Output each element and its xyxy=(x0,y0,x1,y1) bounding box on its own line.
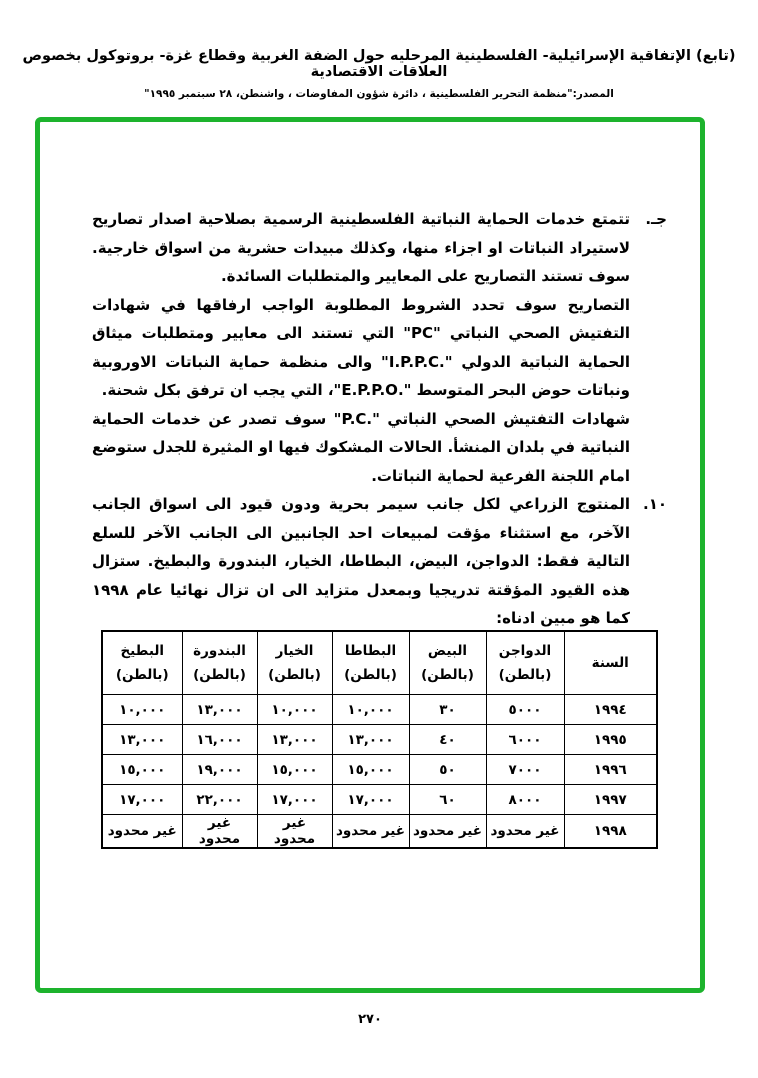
table-cell: غير محدود xyxy=(257,815,332,849)
clause-c-text: تتمتع خدمات الحماية النباتية الفلسطينية الرسمية بصلاحية اصدار تصاريح لاستيراد النباتات او اجزاء منها، وكذلك مبيدات حشرية من اسواق خارجية. سوف تستند التصاريح على المعايير والمتطلبات السائدة. xyxy=(92,210,630,285)
paragraph-certificates xyxy=(92,405,667,491)
paragraph-permits-text: التصاريح سوف تحدد الشروط المطلوبة الواجب ارفاقها في شهادات التفتيش الصحي النباتي "PC" التي تستند الى معايير ومتطلبات ميثاق الحماية النباتية الدولي ".I.P.P.C" والى منظمة حماية النباتات الاوروبية ونباتات حوض البحر المتوسط ".E.P.P.O"، التي يجب ان ترفق بكل شحنة. xyxy=(92,295,630,399)
table-cell: ١٩,٠٠٠ xyxy=(182,755,257,785)
page-header-source: المصدر:"منظمة التحرير الفلسطينية ، دائرة شؤون المفاوضات ، واشنطن، ٢٨ سبتمبر ١٩٩٥" xyxy=(144,88,614,100)
table-cell: ١٩٩٧ xyxy=(564,785,657,815)
table-header-cell: البطيخ (بالطن) xyxy=(102,631,182,695)
table-row xyxy=(102,695,657,725)
table-row xyxy=(102,815,657,849)
clause-c-marker: جـ. xyxy=(645,210,667,228)
table-cell: ٦٠ xyxy=(409,785,486,815)
table-header-cell: البيض (بالطن) xyxy=(409,631,486,695)
table-cell: ١٩٩٥ xyxy=(564,725,657,755)
table-cell: ٥٠ xyxy=(409,755,486,785)
quota-table-head-row xyxy=(102,631,657,695)
table-cell: ١٣,٠٠٠ xyxy=(102,725,182,755)
table-header-cell: السنة xyxy=(564,631,657,695)
page-header-title: (تابع) الإتفاقية الإسرائيلية- الفلسطينية المرحليه حول الضفة الغربية وقطاع غزة- بروتوكول بخصوص العلاقات الاقتصادية xyxy=(22,48,736,80)
table-cell: غير محدود xyxy=(182,815,257,849)
table-cell: ١٠,٠٠٠ xyxy=(257,695,332,725)
document-body xyxy=(92,205,667,633)
table-cell: ٦٠٠٠ xyxy=(486,725,564,755)
table-row xyxy=(102,785,657,815)
table-cell: ١٣,٠٠٠ xyxy=(257,725,332,755)
table-cell: غير محدود xyxy=(332,815,409,849)
table-cell: ٨٠٠٠ xyxy=(486,785,564,815)
table-cell: ١٥,٠٠٠ xyxy=(102,755,182,785)
table-header-cell: الدواجن (بالطن) xyxy=(486,631,564,695)
table-cell: ٧٠٠٠ xyxy=(486,755,564,785)
table-cell: ٥٠٠٠ xyxy=(486,695,564,725)
table-header-cell: البندورة (بالطن) xyxy=(182,631,257,695)
table-cell: ١٧,٠٠٠ xyxy=(257,785,332,815)
quota-table xyxy=(101,630,658,849)
table-cell: ٤٠ xyxy=(409,725,486,755)
table-cell: ١٥,٠٠٠ xyxy=(332,755,409,785)
table-cell: ٣٠ xyxy=(409,695,486,725)
table-cell: ١٦,٠٠٠ xyxy=(182,725,257,755)
clause-10-text: المنتوج الزراعي لكل جانب سيمر بحرية ودون قيود الى اسواق الجانب الآخر، مع استثناء مؤقت لمبيعات احد الجانبين الى الجانب الآخر للسلع التالية فقط: الدواجن، البيض، البطاطا، الخيار، البندورة والبطيخ. ستزال هذه القيود المؤقتة تدريجيا وبمعدل متزايد الى ان تزال نهائيا عام ١٩٩٨ كما هو مبين ادناه: xyxy=(92,495,630,627)
table-header-cell: البطاطا (بالطن) xyxy=(332,631,409,695)
table-cell: ١٩٩٤ xyxy=(564,695,657,725)
clause-10 xyxy=(92,490,667,633)
clause-c xyxy=(92,205,667,291)
table-row xyxy=(102,725,657,755)
table-header-cell: الخيار (بالطن) xyxy=(257,631,332,695)
table-cell: ١٥,٠٠٠ xyxy=(257,755,332,785)
paragraph-permits xyxy=(92,291,667,405)
table-cell: ١٣,٠٠٠ xyxy=(182,695,257,725)
table-cell: ٢٢,٠٠٠ xyxy=(182,785,257,815)
paragraph-certificates-text: شهادات التفتيش الصحي النباتي ".P.C" سوف تصدر عن خدمات الحماية النباتية في بلدان المنشأ. الحالات المشكوك فيها او المثيرة للجدل ستوضع امام اللجنة الفرعية لحماية النباتات. xyxy=(92,409,630,485)
table-cell: ١٩٩٨ xyxy=(564,815,657,849)
table-cell: ١٩٩٦ xyxy=(564,755,657,785)
table-cell: غير محدود xyxy=(102,815,182,849)
table-row xyxy=(102,755,657,785)
quota-table-body xyxy=(102,695,657,849)
table-cell: ١٧,٠٠٠ xyxy=(102,785,182,815)
page-number: ٢٧٠ xyxy=(358,1012,382,1027)
table-cell: غير محدود xyxy=(409,815,486,849)
table-cell: ١٠,٠٠٠ xyxy=(332,695,409,725)
document-header xyxy=(0,48,758,100)
table-cell: ١٣,٠٠٠ xyxy=(332,725,409,755)
table-cell: غير محدود xyxy=(486,815,564,849)
clause-10-marker: ١٠. xyxy=(642,495,667,513)
table-cell: ١٠,٠٠٠ xyxy=(102,695,182,725)
table-cell: ١٧,٠٠٠ xyxy=(332,785,409,815)
